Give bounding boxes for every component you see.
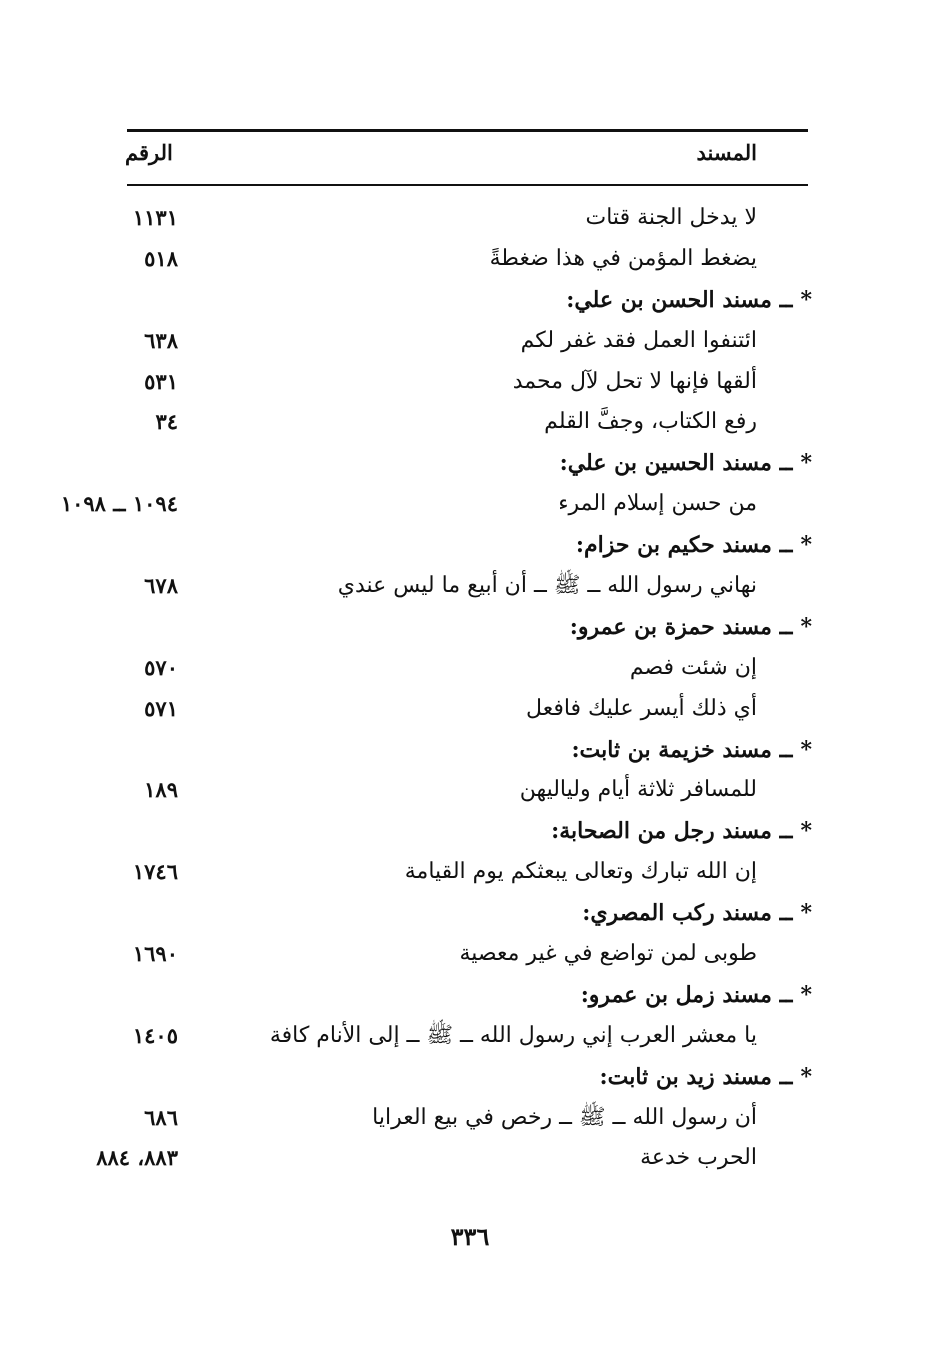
hadith-number: ١٤٠٥ — [132, 1022, 178, 1048]
hadith-number: ١٧٤٦ — [132, 859, 178, 885]
section-heading — [600, 1061, 812, 1093]
hadith-text: من حسن إسلام المرء — [558, 491, 757, 517]
section-heading-row — [0, 893, 940, 934]
hadith-number: ٨٨٣، ٨٨٤ — [96, 1145, 178, 1171]
section-heading — [560, 447, 812, 479]
section-heading-label: ــ مسند رجل من الصحابة: — [551, 818, 793, 845]
hadith-text: إن الله تبارك وتعالى يبعثكم يوم القيامة — [404, 859, 757, 885]
index-list — [0, 198, 940, 1179]
index-entry-row — [0, 321, 940, 362]
index-entry-row — [0, 648, 940, 689]
asterisk-marker: * — [800, 450, 812, 477]
index-entry-row — [0, 689, 940, 730]
hadith-number: ٦٣٨ — [144, 327, 178, 353]
index-entry-row — [0, 402, 940, 443]
hadith-number: ٥١٨ — [144, 245, 178, 271]
section-heading-label: ــ مسند حمزة بن عمرو: — [569, 613, 793, 640]
index-entry-row — [0, 770, 940, 811]
hadith-text: يضغط المؤمن في هذا ضغطةً — [489, 245, 757, 271]
page-number: ٣٣٦ — [450, 1222, 490, 1251]
column-header-number: الرقم — [125, 140, 173, 165]
hadith-text: للمسافر ثلاثة أيام ولياليهن — [519, 777, 757, 803]
index-entry-row — [0, 362, 940, 403]
section-heading — [582, 897, 812, 929]
asterisk-marker: * — [800, 900, 812, 927]
hadith-number: ١٠٩٤ ــ ١٠٩٨ — [60, 491, 178, 517]
section-heading-row — [0, 730, 940, 771]
hadith-number: ١٨٩ — [144, 777, 178, 803]
hadith-text: ألقها فإنها لا تحل لآل محمد — [512, 368, 757, 394]
section-heading-row — [0, 280, 940, 321]
index-entry-row — [0, 198, 940, 239]
hadith-text: يا معشر العرب إني رسول الله ــ ﷺ ــ إلى الأنام كافة — [269, 1022, 757, 1048]
asterisk-marker: * — [800, 981, 812, 1008]
hadith-number: ١٦٩٠ — [132, 941, 178, 967]
section-heading-label: ــ مسند الحسين بن علي: — [559, 450, 793, 477]
index-entry-row — [0, 1138, 940, 1179]
asterisk-marker: * — [800, 286, 812, 313]
hadith-number: ٦٨٦ — [144, 1104, 178, 1130]
index-entry-row — [0, 1098, 940, 1139]
header-top-rule — [127, 129, 808, 132]
section-heading — [581, 979, 812, 1011]
asterisk-marker: * — [800, 532, 812, 559]
hadith-number: ٦٧٨ — [144, 573, 178, 599]
hadith-text: إن شئت فصم — [629, 654, 757, 680]
section-heading — [576, 529, 812, 561]
section-heading-label: ــ مسند حكيم بن حزام: — [575, 532, 793, 559]
hadith-text: الحرب خدعة — [640, 1145, 757, 1171]
section-heading-row — [0, 525, 940, 566]
section-heading-row — [0, 607, 940, 648]
hadith-text: نهاني رسول الله ــ ﷺ ــ أن أبيع ما ليس عندي — [337, 573, 757, 599]
section-heading-label: ــ مسند ركب المصري: — [582, 900, 793, 927]
index-entry-row — [0, 934, 940, 975]
hadith-number: ٣٤ — [155, 409, 178, 435]
hadith-number: ٥٣١ — [144, 368, 178, 394]
asterisk-marker: * — [800, 613, 812, 640]
hadith-text: أي ذلك أيسر عليك فافعل — [526, 695, 757, 721]
section-heading — [566, 284, 812, 316]
hadith-text: لا يدخل الجنة قتات — [585, 205, 757, 230]
section-heading — [571, 734, 812, 766]
section-heading-row — [0, 443, 940, 484]
section-heading-label: ــ مسند زمل بن عمرو: — [580, 981, 793, 1008]
section-heading-label: ــ مسند زيد بن ثابت: — [599, 1063, 793, 1090]
asterisk-marker: * — [800, 1063, 812, 1090]
hadith-text: ائتنفوا العمل فقد غفر لكم — [520, 327, 757, 353]
section-heading — [551, 815, 812, 847]
index-entry-row — [0, 1016, 940, 1057]
asterisk-marker: * — [800, 818, 812, 845]
header-bottom-rule — [127, 184, 808, 186]
hadith-text: أن رسول الله ــ ﷺ ــ رخص في بيع العرايا — [372, 1104, 757, 1130]
section-heading — [570, 611, 812, 643]
section-heading-row — [0, 1057, 940, 1098]
column-header-musnad: المسند — [696, 140, 757, 165]
hadith-text: طوبى لمن تواضع في غير معصية — [459, 941, 757, 967]
section-heading-label: ــ مسند الحسن بن علي: — [566, 286, 793, 313]
index-entry-row — [0, 852, 940, 893]
index-entry-row — [0, 566, 940, 607]
hadith-text: رفع الكتاب، وجفَّ القلم — [544, 409, 757, 435]
section-heading-row — [0, 811, 940, 852]
index-entry-row — [0, 484, 940, 525]
hadith-number: ١١٣١ — [132, 205, 178, 230]
hadith-number: ٥٧٠ — [144, 654, 178, 680]
index-entry-row — [0, 239, 940, 280]
section-heading-row — [0, 975, 940, 1016]
hadith-number: ٥٧١ — [144, 695, 178, 721]
section-heading-label: ــ مسند خزيمة بن ثابت: — [571, 736, 793, 763]
asterisk-marker: * — [800, 736, 812, 763]
